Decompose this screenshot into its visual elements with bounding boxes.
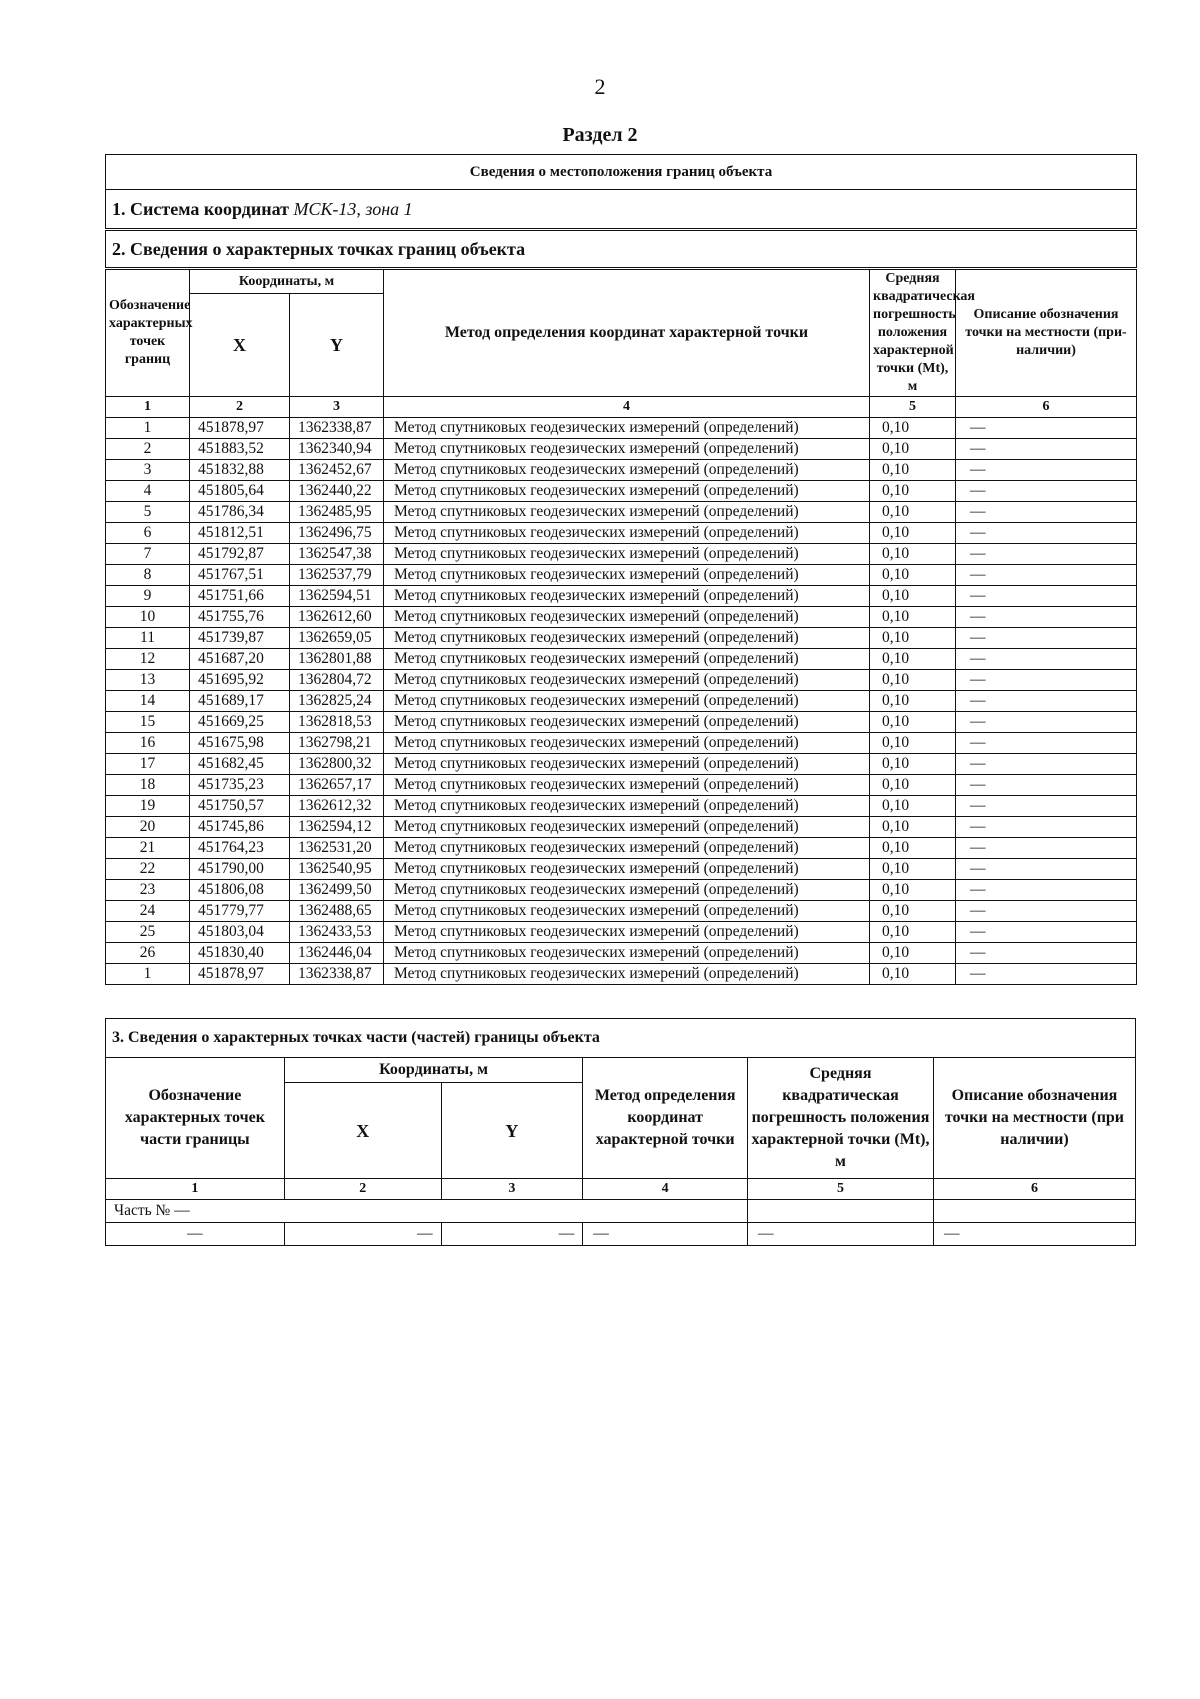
description: —	[956, 754, 1137, 775]
coord-y: 1362433,53	[290, 922, 384, 943]
coord-x: 451830,40	[190, 943, 290, 964]
accuracy: 0,10	[870, 796, 956, 817]
coord-x: 451745,86	[190, 817, 290, 838]
accuracy: 0,10	[870, 943, 956, 964]
part-points-table	[105, 1018, 1136, 1246]
point-id: 6	[106, 523, 190, 544]
description: —	[956, 628, 1137, 649]
coord-x: 451790,00	[190, 859, 290, 880]
header-accuracy: Средняя квадратическая погрешность положения характерной точки (Mt), м	[870, 269, 956, 397]
point-id: 20	[106, 817, 190, 838]
col-number-2: 2	[190, 397, 290, 418]
accuracy: 0,10	[870, 775, 956, 796]
accuracy: 0,10	[870, 817, 956, 838]
accuracy: 0,10	[870, 859, 956, 880]
coord-x: 451767,51	[190, 565, 290, 586]
col-number-6: 6	[956, 397, 1137, 418]
method: Метод спутниковых геодезических измерений (определений)	[384, 418, 870, 439]
coord-system	[106, 190, 1137, 230]
coord-x: 451687,20	[190, 649, 290, 670]
coord-y: 1362612,32	[290, 796, 384, 817]
coord-y: 1362800,32	[290, 754, 384, 775]
coord-x: 451755,76	[190, 607, 290, 628]
accuracy: 0,10	[870, 544, 956, 565]
coord-y: 1362499,50	[290, 880, 384, 901]
parts-col-number-5: 5	[748, 1179, 934, 1200]
method: Метод спутниковых геодезических измерений (определений)	[384, 943, 870, 964]
parts-header-accuracy: Средняя квадратическая погрешность положения характерной точки (Mt), м	[748, 1058, 934, 1179]
description: —	[956, 481, 1137, 502]
parts-empty-cell-4: —	[583, 1223, 748, 1246]
description: —	[956, 502, 1137, 523]
table-row	[106, 733, 1137, 754]
table-row	[106, 838, 1137, 859]
coord-y: 1362804,72	[290, 670, 384, 691]
coord-x: 451669,25	[190, 712, 290, 733]
description: —	[956, 439, 1137, 460]
table-row	[106, 544, 1137, 565]
boundary-points-table	[105, 154, 1137, 985]
description: —	[956, 649, 1137, 670]
point-id: 16	[106, 733, 190, 754]
description: —	[956, 586, 1137, 607]
description: —	[956, 712, 1137, 733]
description: —	[956, 859, 1137, 880]
coord-y: 1362452,67	[290, 460, 384, 481]
method: Метод спутниковых геодезических измерений (определений)	[384, 649, 870, 670]
point-id: 25	[106, 922, 190, 943]
point-id: 11	[106, 628, 190, 649]
point-id: 21	[106, 838, 190, 859]
table-row	[106, 880, 1137, 901]
description: —	[956, 838, 1137, 859]
coord-y: 1362612,60	[290, 607, 384, 628]
point-id: 26	[106, 943, 190, 964]
parts-empty-cell-5: —	[748, 1223, 934, 1246]
coord-y: 1362488,65	[290, 901, 384, 922]
coord-y: 1362446,04	[290, 943, 384, 964]
point-id: 17	[106, 754, 190, 775]
accuracy: 0,10	[870, 502, 956, 523]
coord-y: 1362338,87	[290, 964, 384, 985]
accuracy: 0,10	[870, 733, 956, 754]
table-row	[106, 817, 1137, 838]
header-y: Y	[290, 294, 384, 397]
coord-y: 1362801,88	[290, 649, 384, 670]
table-row	[106, 502, 1137, 523]
point-id: 4	[106, 481, 190, 502]
point-id: 3	[106, 460, 190, 481]
header-designation: Обозначение характерных точек границ	[106, 269, 190, 397]
description: —	[956, 943, 1137, 964]
coord-x: 451878,97	[190, 964, 290, 985]
section-title: Раздел 2	[562, 124, 638, 146]
description: —	[956, 544, 1137, 565]
coord-y: 1362440,22	[290, 481, 384, 502]
method: Метод спутниковых геодезических измерений (определений)	[384, 901, 870, 922]
point-id: 7	[106, 544, 190, 565]
coord-y: 1362825,24	[290, 691, 384, 712]
method: Метод спутниковых геодезических измерений (определений)	[384, 460, 870, 481]
coord-x: 451779,77	[190, 901, 290, 922]
parts-col-number-3: 3	[441, 1179, 583, 1200]
description: —	[956, 733, 1137, 754]
accuracy: 0,10	[870, 460, 956, 481]
accuracy: 0,10	[870, 670, 956, 691]
parts-empty-cell-1: —	[106, 1223, 285, 1246]
method: Метод спутниковых геодезических измерений (определений)	[384, 754, 870, 775]
coord-y: 1362496,75	[290, 523, 384, 544]
header-description: Описание обозначения точки на местности (при- наличии)	[956, 269, 1137, 397]
accuracy: 0,10	[870, 607, 956, 628]
parts-col-number-1: 1	[106, 1179, 285, 1200]
accuracy: 0,10	[870, 922, 956, 943]
method: Метод спутниковых геодезических измерений (определений)	[384, 481, 870, 502]
coord-y: 1362818,53	[290, 712, 384, 733]
description: —	[956, 607, 1137, 628]
coord-x: 451832,88	[190, 460, 290, 481]
point-id: 23	[106, 880, 190, 901]
coord-y: 1362798,21	[290, 733, 384, 754]
method: Метод спутниковых геодезических измерений (определений)	[384, 880, 870, 901]
method: Метод спутниковых геодезических измерений (определений)	[384, 691, 870, 712]
accuracy: 0,10	[870, 586, 956, 607]
coord-x: 451792,87	[190, 544, 290, 565]
accuracy: 0,10	[870, 481, 956, 502]
method: Метод спутниковых геодезических измерений (определений)	[384, 796, 870, 817]
point-id: 15	[106, 712, 190, 733]
table-row	[106, 775, 1137, 796]
accuracy: 0,10	[870, 691, 956, 712]
method: Метод спутниковых геодезических измерений (определений)	[384, 775, 870, 796]
method: Метод спутниковых геодезических измерений (определений)	[384, 922, 870, 943]
parts-header-coordinates: Координаты, м	[284, 1058, 582, 1083]
coord-y: 1362594,12	[290, 817, 384, 838]
method: Метод спутниковых геодезических измерений (определений)	[384, 544, 870, 565]
table-row	[106, 586, 1137, 607]
parts-heading: 3. Сведения о характерных точках части (частей) границы объекта	[106, 1019, 1136, 1058]
accuracy: 0,10	[870, 964, 956, 985]
accuracy: 0,10	[870, 628, 956, 649]
coord-y: 1362540,95	[290, 859, 384, 880]
col-number-4: 4	[384, 397, 870, 418]
table-row	[106, 712, 1137, 733]
coord-y: 1362485,95	[290, 502, 384, 523]
parts-empty-cell-2: —	[284, 1223, 441, 1246]
coord-y: 1362659,05	[290, 628, 384, 649]
coord-x: 451883,52	[190, 439, 290, 460]
method: Метод спутниковых геодезических измерений (определений)	[384, 964, 870, 985]
parts-empty-cell-6: —	[933, 1223, 1135, 1246]
coord-y: 1362340,94	[290, 439, 384, 460]
description: —	[956, 901, 1137, 922]
point-id: 13	[106, 670, 190, 691]
coord-x: 451812,51	[190, 523, 290, 544]
table-row	[106, 607, 1137, 628]
point-id: 1	[106, 964, 190, 985]
parts-header-designation: Обозначение характерных точек части границы	[106, 1058, 285, 1179]
parts-col-number-6: 6	[933, 1179, 1135, 1200]
table-title: Сведения о местоположения границ объекта	[106, 155, 1137, 190]
accuracy: 0,10	[870, 880, 956, 901]
description: —	[956, 670, 1137, 691]
accuracy: 0,10	[870, 418, 956, 439]
description: —	[956, 880, 1137, 901]
coord-y: 1362537,79	[290, 565, 384, 586]
coord-y: 1362657,17	[290, 775, 384, 796]
table-row	[106, 628, 1137, 649]
point-id: 8	[106, 565, 190, 586]
point-id: 1	[106, 418, 190, 439]
point-id: 9	[106, 586, 190, 607]
accuracy: 0,10	[870, 754, 956, 775]
table-row	[106, 964, 1137, 985]
description: —	[956, 796, 1137, 817]
table-row	[106, 418, 1137, 439]
description: —	[956, 775, 1137, 796]
accuracy: 0,10	[870, 439, 956, 460]
method: Метод спутниковых геодезических измерений (определений)	[384, 838, 870, 859]
method: Метод спутниковых геодезических измерений (определений)	[384, 502, 870, 523]
parts-header-description: Описание обозначения точки на местности (при наличии)	[933, 1058, 1135, 1179]
point-id: 10	[106, 607, 190, 628]
description: —	[956, 691, 1137, 712]
coord-x: 451878,97	[190, 418, 290, 439]
method: Метод спутниковых геодезических измерений (определений)	[384, 628, 870, 649]
table-row	[106, 901, 1137, 922]
description: —	[956, 523, 1137, 544]
point-id: 5	[106, 502, 190, 523]
method: Метод спутниковых геодезических измерений (определений)	[384, 859, 870, 880]
coord-x: 451689,17	[190, 691, 290, 712]
coord-x: 451806,08	[190, 880, 290, 901]
coord-x: 451735,23	[190, 775, 290, 796]
point-id: 14	[106, 691, 190, 712]
coord-y: 1362338,87	[290, 418, 384, 439]
description: —	[956, 460, 1137, 481]
table-row	[106, 754, 1137, 775]
method: Метод спутниковых геодезических измерений (определений)	[384, 712, 870, 733]
coord-y: 1362531,20	[290, 838, 384, 859]
point-id: 24	[106, 901, 190, 922]
description: —	[956, 922, 1137, 943]
method: Метод спутниковых геодезических измерений (определений)	[384, 523, 870, 544]
coord-x: 451739,87	[190, 628, 290, 649]
method: Метод спутниковых геодезических измерений (определений)	[384, 586, 870, 607]
point-id: 22	[106, 859, 190, 880]
method: Метод спутниковых геодезических измерений (определений)	[384, 817, 870, 838]
point-id: 19	[106, 796, 190, 817]
table-row	[106, 565, 1137, 586]
table-row	[106, 796, 1137, 817]
table-row	[106, 922, 1137, 943]
accuracy: 0,10	[870, 523, 956, 544]
points-heading: 2. Сведения о характерных точках границ объекта	[106, 230, 1137, 269]
point-id: 2	[106, 439, 190, 460]
col-number-5: 5	[870, 397, 956, 418]
header-method: Метод определения координат характерной точки	[384, 269, 870, 397]
table-row	[106, 460, 1137, 481]
coord-system-label: 1. Система координат	[112, 198, 289, 219]
coord-system-value: МСК-13, зона 1	[293, 198, 413, 219]
description: —	[956, 964, 1137, 985]
method: Метод спутниковых геодезических измерений (определений)	[384, 733, 870, 754]
coord-x: 451675,98	[190, 733, 290, 754]
description: —	[956, 817, 1137, 838]
coord-y: 1362594,51	[290, 586, 384, 607]
coord-x: 451695,92	[190, 670, 290, 691]
parts-header-y: Y	[441, 1083, 583, 1179]
method: Метод спутниковых геодезических измерений (определений)	[384, 607, 870, 628]
point-id: 12	[106, 649, 190, 670]
table-row	[106, 439, 1137, 460]
coord-x: 451682,45	[190, 754, 290, 775]
parts-header-x: X	[284, 1083, 441, 1179]
description: —	[956, 418, 1137, 439]
coord-x: 451803,04	[190, 922, 290, 943]
coord-x: 451786,34	[190, 502, 290, 523]
part-label: Часть № —	[106, 1200, 748, 1223]
table-row	[106, 670, 1137, 691]
method: Метод спутниковых геодезических измерений (определений)	[384, 439, 870, 460]
page-number: 2	[594, 74, 606, 99]
table-row	[106, 481, 1137, 502]
description: —	[956, 565, 1137, 586]
coord-x: 451750,57	[190, 796, 290, 817]
accuracy: 0,10	[870, 565, 956, 586]
table-row	[106, 523, 1137, 544]
table-row	[106, 691, 1137, 712]
accuracy: 0,10	[870, 901, 956, 922]
coord-y: 1362547,38	[290, 544, 384, 565]
method: Метод спутниковых геодезических измерений (определений)	[384, 565, 870, 586]
table-row	[106, 859, 1137, 880]
parts-col-number-4: 4	[583, 1179, 748, 1200]
accuracy: 0,10	[870, 838, 956, 859]
point-id: 18	[106, 775, 190, 796]
accuracy: 0,10	[870, 649, 956, 670]
coord-x: 451764,23	[190, 838, 290, 859]
col-number-1: 1	[106, 397, 190, 418]
table-row	[106, 943, 1137, 964]
col-number-3: 3	[290, 397, 384, 418]
table-row	[106, 649, 1137, 670]
coord-x: 451751,66	[190, 586, 290, 607]
header-coordinates: Координаты, м	[190, 269, 384, 294]
parts-empty-cell-3: —	[441, 1223, 583, 1246]
header-x: X	[190, 294, 290, 397]
parts-col-number-2: 2	[284, 1179, 441, 1200]
parts-header-method: Метод определения координат характерной точки	[583, 1058, 748, 1179]
method: Метод спутниковых геодезических измерений (определений)	[384, 670, 870, 691]
coord-x: 451805,64	[190, 481, 290, 502]
accuracy: 0,10	[870, 712, 956, 733]
